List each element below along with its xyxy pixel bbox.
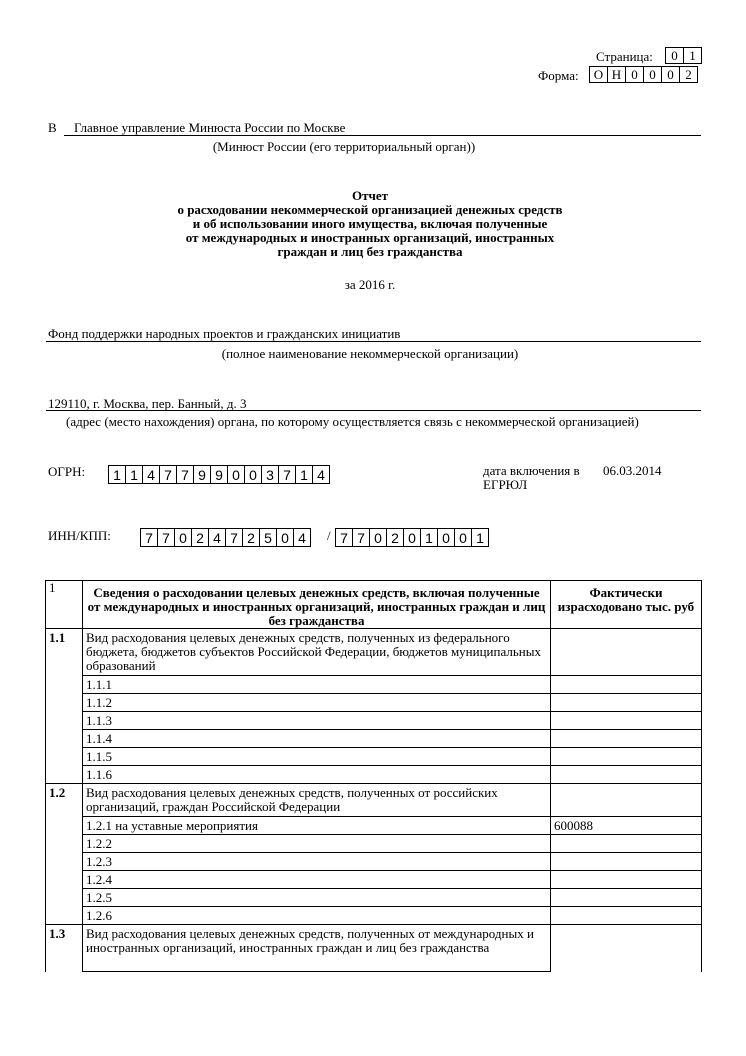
inn-kpp-label: ИНН/КПП: [48,528,111,543]
ogrn-cell: 4 [313,465,330,484]
section-number: 1.1 [46,629,83,784]
expenditure-table [45,580,702,972]
inn-cell: 0 [175,528,192,547]
section-row [46,784,702,817]
ogrn-cell: 0 [228,465,245,484]
organization-address: 129110, г. Москва, пер. Банный, д. 3 [48,396,247,411]
form-code-cells [589,66,698,83]
row-value [551,766,702,784]
form-cell: 2 [680,66,698,83]
organization-address-caption: (адрес (место нахождения) органа, по которому осуществляется связь с некоммерческой организацией) [66,414,639,429]
table-row [46,694,702,712]
table-row [46,766,702,784]
ogrn-cell: 3 [262,465,279,484]
recipient-name: Главное управление Минюста России по Москве [74,120,346,135]
table-row [46,730,702,748]
header-description: Сведения о расходовании целевых денежных средств, включая полученные от международных и иностранных организаций, иностранных граждан и лиц без гражданства [83,581,551,629]
kpp-cell: 1 [472,528,489,547]
kpp-cell: 2 [387,528,404,547]
recipient-prefix: В [48,120,57,135]
ogrn-cells [108,465,330,484]
ogrn-cell: 7 [177,465,194,484]
ogrn-cell: 1 [109,465,126,484]
kpp-cell: 0 [438,528,455,547]
table-row [46,676,702,694]
page-number-cells [665,47,702,64]
inn-kpp-separator: / [327,528,331,543]
organization-address-underline [46,410,701,411]
form-cell: 0 [662,66,680,83]
report-title [120,189,620,259]
inn-cell: 7 [158,528,175,547]
kpp-cell: 1 [421,528,438,547]
section-description: Вид расходования целевых денежных средств, полученных от международных и иностранных организаций, иностранных граждан и лиц без гражданства [83,925,551,972]
form-cell: 0 [644,66,662,83]
inn-cell: 7 [141,528,158,547]
row-value [551,730,702,748]
row-value [551,712,702,730]
row-label: 1.1.4 [83,730,551,748]
table-row [46,712,702,730]
row-value [551,853,702,871]
title-line: Отчет [352,188,388,203]
inn-cell: 5 [260,528,277,547]
egrul-date-label-line: ЕГРЮЛ [483,477,528,492]
section-description: Вид расходования целевых денежных средств, полученных из федерального бюджета, бюджетов субъектов Российской Федерации, бюджетов муниципальных образований [83,629,551,676]
ogrn-cell: 9 [194,465,211,484]
kpp-cell: 7 [336,528,353,547]
section-row [46,629,702,676]
table-header-row [46,581,702,629]
table-row [46,889,702,907]
recipient-underline [64,135,701,136]
form-label: Форма: [538,68,579,83]
inn-cell: 2 [243,528,260,547]
row-label: 1.1.1 [83,676,551,694]
inn-cell: 7 [226,528,243,547]
section-amount [551,784,702,817]
table-row [46,907,702,925]
title-line: и об использовании иного имущества, включая полученные [192,216,548,231]
recipient-caption: (Минюст России (его территориальный орган)) [212,139,476,154]
egrul-date-value: 06.03.2014 [603,463,662,478]
row-value [551,676,702,694]
row-label: 1.2.4 [83,871,551,889]
row-label: 1.2.3 [83,853,551,871]
row-label: 1.2.2 [83,835,551,853]
kpp-cell: 7 [353,528,370,547]
report-period: за 2016 г. [344,277,396,292]
organization-name-caption: (полное наименование некоммерческой организации) [221,346,519,361]
section-number: 1.3 [46,925,83,972]
table-row [46,748,702,766]
page-cell: 1 [684,47,702,64]
kpp-cell: 0 [455,528,472,547]
title-line: о расходовании некоммерческой организацией денежных средств [177,202,563,217]
title-line: от международных и иностранных организаций, иностранных [185,230,555,245]
header-amount: Фактически израсходовано тыс. руб [551,581,702,629]
title-line: граждан и лиц без гражданства [277,244,463,259]
row-value [551,748,702,766]
header-number: 1 [46,581,83,629]
row-label: 1.2.1 на уставные мероприятия [83,817,551,835]
row-label: 1.1.2 [83,694,551,712]
row-value [551,889,702,907]
form-cell: 0 [626,66,644,83]
row-label: 1.2.5 [83,889,551,907]
row-label: 1.2.6 [83,907,551,925]
ogrn-cell: 4 [143,465,160,484]
table-row [46,871,702,889]
page-number-label: Страница: [596,49,653,64]
inn-cell: 0 [277,528,294,547]
form-cell: О [590,66,608,83]
row-value: 600088 [551,817,702,835]
inn-cell: 2 [192,528,209,547]
ogrn-cell: 7 [279,465,296,484]
section-number: 1.2 [46,784,83,925]
ogrn-cell: 0 [245,465,262,484]
table-row [46,817,702,835]
egrul-date-label-line: дата включения в [483,463,580,478]
table-row [46,853,702,871]
kpp-cells [335,528,489,547]
row-value [551,871,702,889]
ogrn-label: ОГРН: [48,464,86,479]
section-amount [551,629,702,676]
row-value [551,835,702,853]
row-label: 1.1.6 [83,766,551,784]
egrul-date-label [483,464,580,492]
row-value [551,907,702,925]
organization-name-underline [46,341,701,342]
section-amount [551,925,702,972]
ogrn-cell: 9 [211,465,228,484]
ogrn-cell: 1 [126,465,143,484]
row-label: 1.1.5 [83,748,551,766]
table-row [46,835,702,853]
page-cell: 0 [666,47,684,64]
kpp-cell: 0 [370,528,387,547]
kpp-cell: 0 [404,528,421,547]
form-cell: Н [608,66,626,83]
section-description: Вид расходования целевых денежных средств, полученных от российских организаций, граждан Российской Федерации [83,784,551,817]
ogrn-cell: 1 [296,465,313,484]
row-label: 1.1.3 [83,712,551,730]
inn-cells [140,528,311,547]
organization-name: Фонд поддержки народных проектов и гражданских инициатив [48,326,401,341]
section-row [46,925,702,972]
ogrn-cell: 7 [160,465,177,484]
inn-cell: 4 [294,528,311,547]
row-value [551,694,702,712]
inn-cell: 4 [209,528,226,547]
